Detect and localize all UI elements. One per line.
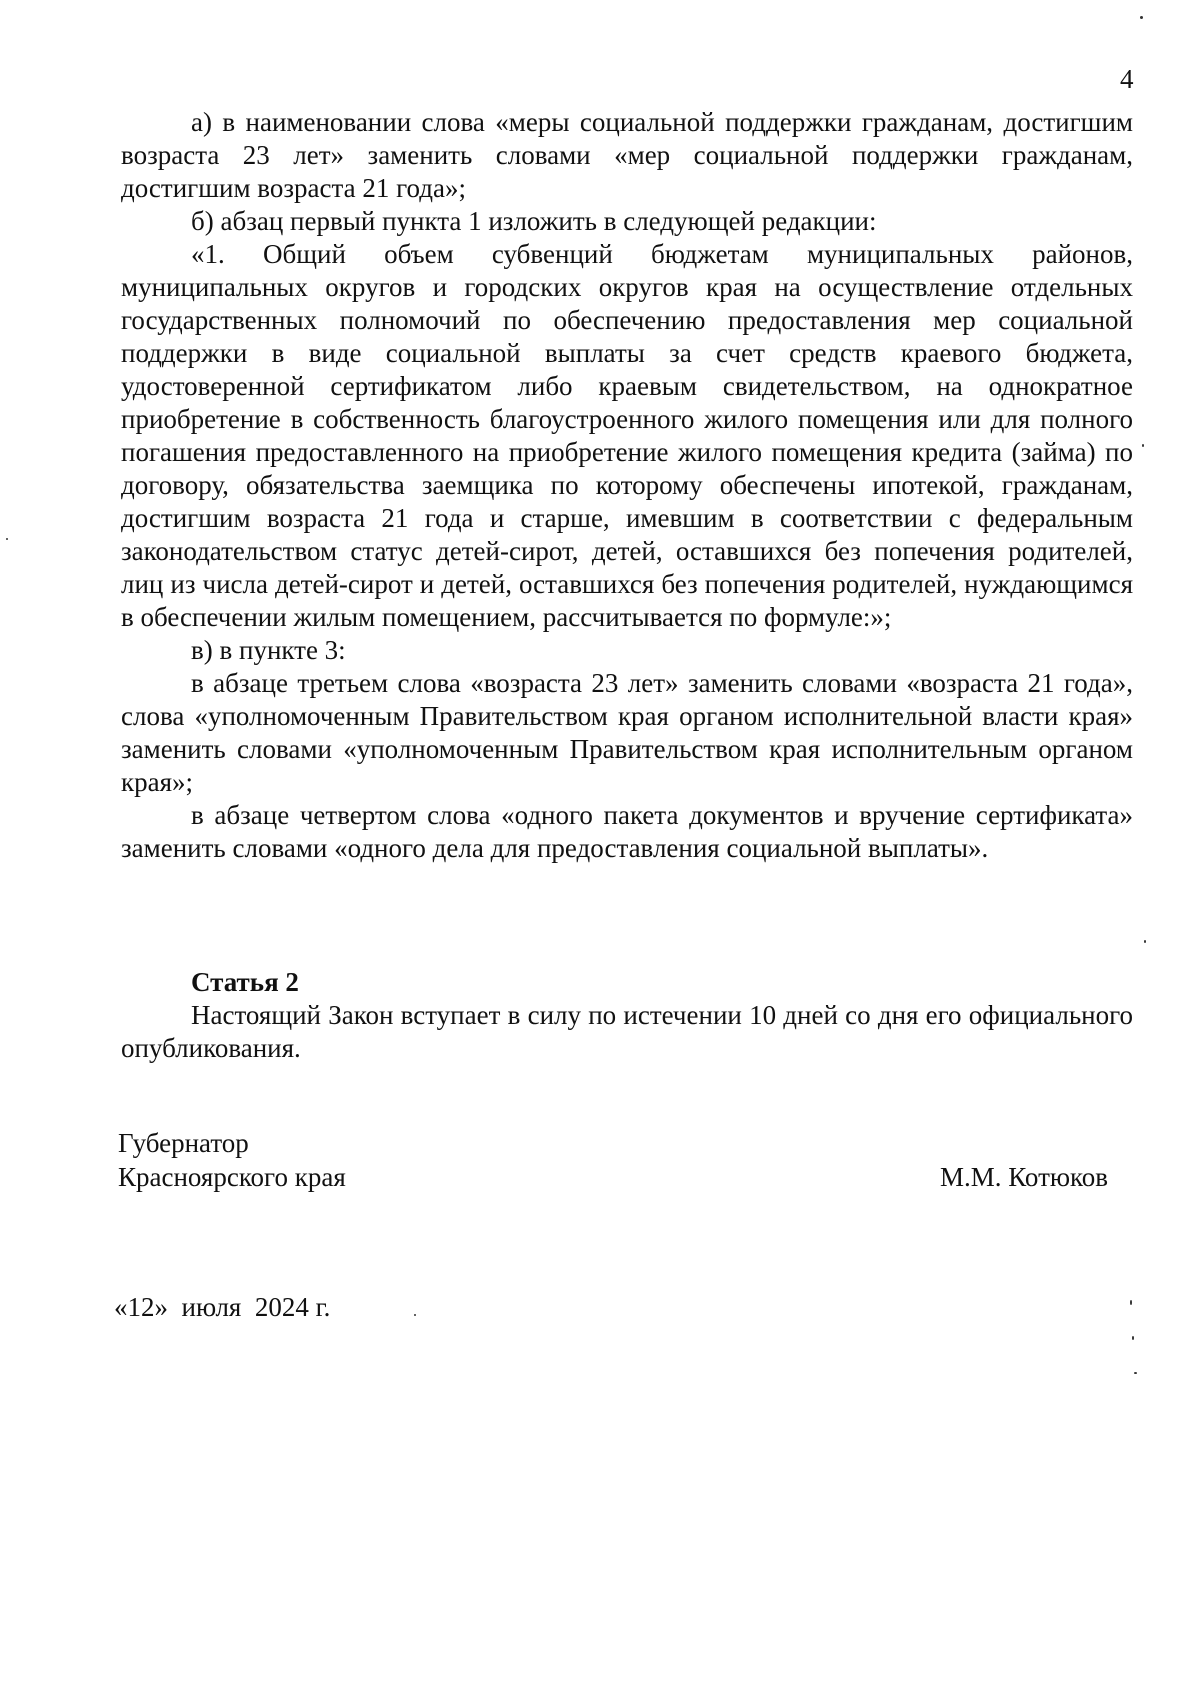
scan-speck xyxy=(6,538,8,540)
scan-speck xyxy=(1144,940,1146,943)
signatory-name: М.М. Котюков xyxy=(940,1162,1109,1192)
paragraph-clause-3-third: в абзаце третьем слова «возраста 23 лет» заменить словами «возраста 21 года», слова «уполномоченным Правительством края органом исполнительной власти края» заменить словами «уполномоченным Правительством края исполнительным органом края»; xyxy=(121,668,1133,797)
scan-speck xyxy=(1142,444,1144,447)
page-number: 4 xyxy=(1120,64,1134,94)
paragraph-v: в) в пункте 3: xyxy=(191,635,346,665)
paragraph-new-clause-1: «1. Общий объем субвенций бюджетам муниципальных районов, муниципальных округов и городских округов края на осуществление отдельных государственных полномочий по обеспечению предоставления мер социальной поддержки в виде социальной выплаты за счет средств краевого бюджета, удостоверенной сертификатом либо краевым свидетельством, на однократное приобретение в собственность благоустроенного жилого помещения или для полного погашения предоставленного на приобретение жилого помещения кредита (займа) по договору, обязательства заемщика по которому обеспечены ипотекой, гражданам, достигшим возраста 21 года и старше, имевшим в соответствии с федеральным законодательством статус детей-сирот, детей, оставшихся без попечения родителей, лиц из числа детей-сирот и детей, оставшихся без попечения родителей, нуждающимся в обеспечении жилым помещением, рассчитывается по формуле:»; xyxy=(121,239,1133,632)
paragraph-a: а) в наименовании слова «меры социальной поддержки гражданам, достигшим возраста 23 лет» заменить словами «мер социальной поддержки гражданам, достигшим возраста 21 года»; xyxy=(121,107,1133,203)
amendment-text xyxy=(121,106,1133,865)
scan-speck xyxy=(414,1314,416,1316)
article-text: Настоящий Закон вступает в силу по истечении 10 дней со дня его официального опубликования. xyxy=(121,1000,1133,1063)
article-heading: Статья 2 xyxy=(191,967,299,997)
scan-speck xyxy=(1140,16,1143,19)
signature-title-line2: Красноярского края xyxy=(118,1162,346,1192)
signature-title xyxy=(118,1126,346,1194)
signature-title-line1: Губернатор xyxy=(118,1128,249,1158)
paragraph-b: б) абзац первый пункта 1 изложить в следующей редакции: xyxy=(191,206,877,236)
document-date: «12» июля 2024 г. xyxy=(114,1292,331,1322)
scan-speck xyxy=(1134,1372,1137,1374)
scan-speck xyxy=(1132,1336,1134,1340)
paragraph-clause-3-fourth: в абзаце четвертом слова «одного пакета документов и вручение сертификата» заменить словами «одного дела для предоставления социальной выплаты». xyxy=(121,800,1133,863)
scan-speck xyxy=(1130,1300,1132,1305)
